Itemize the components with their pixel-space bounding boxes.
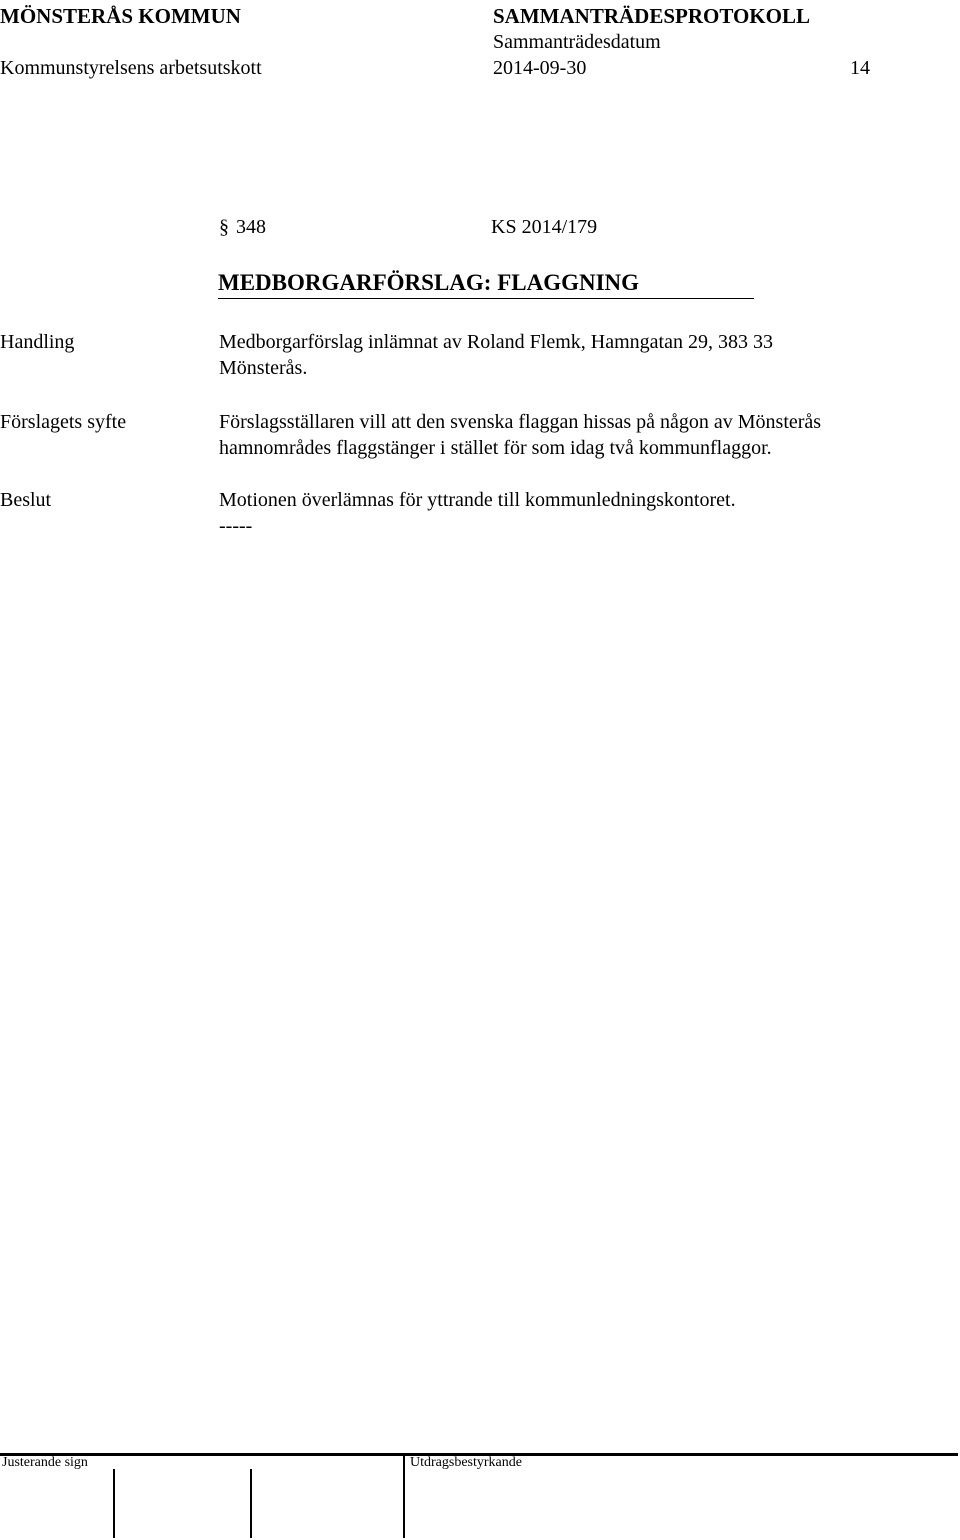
section-end-marker: ----- (219, 515, 253, 537)
footer-justerande-label: Justerande sign (2, 1455, 88, 1470)
section-text-line: Mönsterås. (219, 357, 308, 379)
organization-name: MÖNSTERÅS KOMMUN (0, 4, 241, 28)
section-text-line: Motionen överlämnas för yttrande till kommunledningskontoret. (219, 489, 736, 511)
signature-box-divider (250, 1469, 252, 1538)
section-text-line: hamnområdes flaggstänger i stället för som idag två kommunflaggor. (219, 437, 772, 459)
section-text-line: Förslagsställaren vill att den svenska flaggan hissas på någon av Mönsterås (219, 411, 822, 433)
section-label-handling: Handling (0, 331, 75, 353)
signature-box-divider (113, 1469, 115, 1538)
footer-utdrag-label: Utdragsbestyrkande (410, 1455, 522, 1470)
section-symbol: § (219, 216, 229, 238)
section-text-line: Medborgarförslag inlämnat av Roland Flemk, Hamngatan 29, 383 33 (219, 331, 773, 353)
meeting-date: 2014-09-30 (493, 57, 587, 79)
meeting-date-label: Sammanträdesdatum (493, 31, 661, 53)
document-type: SAMMANTRÄDESPROTOKOLL (493, 4, 810, 28)
title-underline (218, 298, 754, 299)
section-number: 348 (236, 216, 266, 238)
committee-name: Kommunstyrelsens arbetsutskott (0, 57, 262, 79)
case-number: KS 2014/179 (491, 216, 598, 238)
section-label-syfte: Förslagets syfte (0, 411, 127, 433)
page-number: 14 (850, 57, 870, 79)
section-label-beslut: Beslut (0, 489, 52, 511)
signature-box-divider (403, 1455, 405, 1538)
item-title: MEDBORGARFÖRSLAG: FLAGGNING (218, 270, 640, 295)
